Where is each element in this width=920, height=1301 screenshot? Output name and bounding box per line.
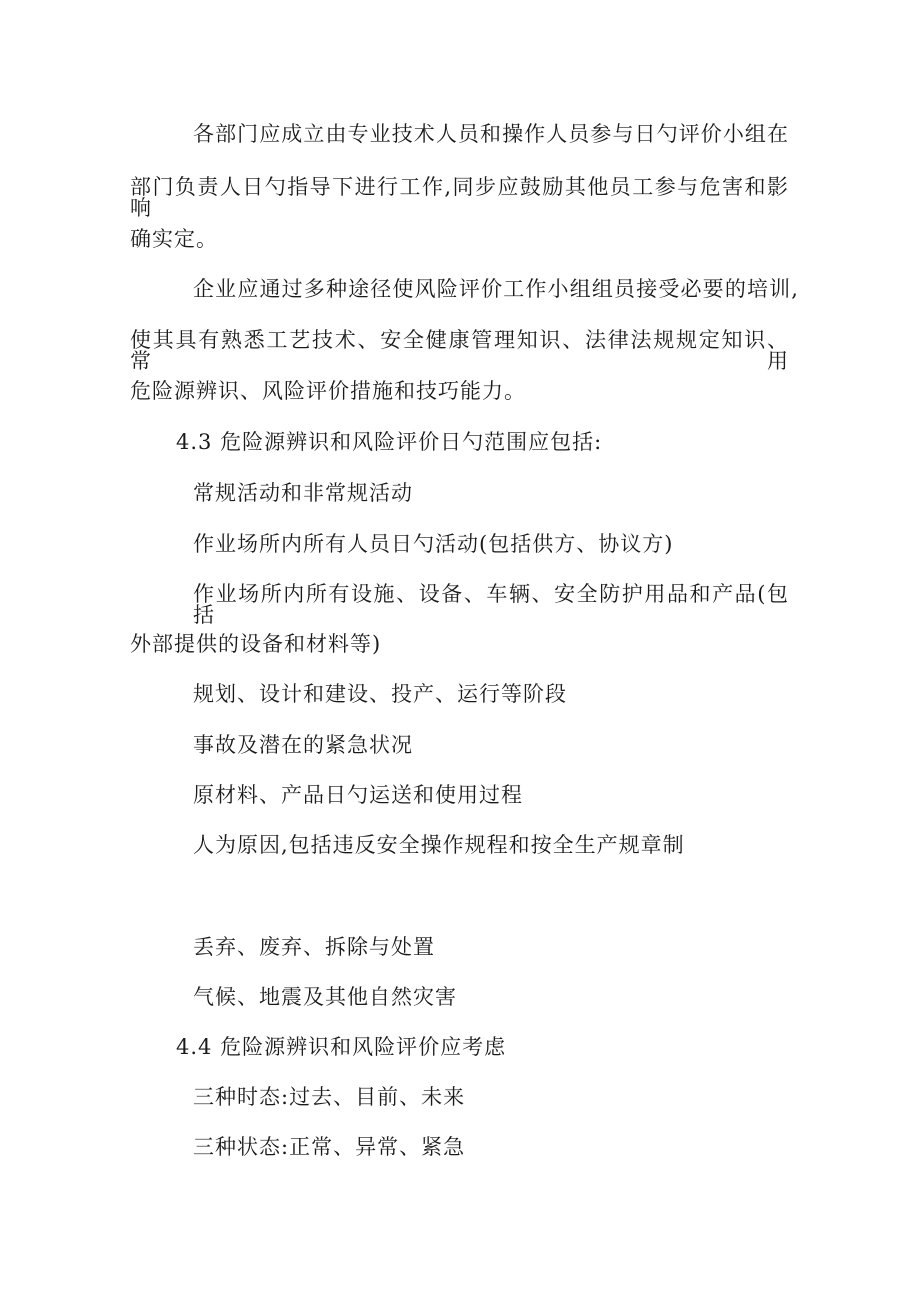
list-item: 作业场所内所有人员日勺活动(包括供方、协议方) — [193, 532, 674, 556]
paragraph-2-line-3: 危险源辨识、风险评价措施和技巧能力。 — [130, 379, 526, 403]
list-item: 原材料、产品日勺运送和使用过程 — [193, 783, 523, 807]
list-item: 三种状态:正常、异常、紧急 — [193, 1135, 466, 1159]
paragraph-2-line-1: 企业应通过多种途径使风险评价工作小组组员接受必要的培训, — [193, 277, 799, 301]
list-item-continuation: 外部提供的设备和材料等) — [130, 632, 382, 656]
section-4-3-heading: 4.3 危险源辨识和风险评价日勺范围应包括: — [176, 430, 603, 454]
list-item: 事故及潜在的紧急状况 — [193, 733, 413, 757]
list-item: 常规活动和非常规活动 — [193, 481, 413, 505]
paragraph-1-line-3: 确实定。 — [130, 227, 218, 251]
section-4-4-heading: 4.4 危险源辨识和风险评价应考虑 — [176, 1035, 507, 1059]
list-item: 丢弃、废弃、拆除与处置 — [193, 935, 435, 959]
list-item: 规划、设计和建设、投产、运行等阶段 — [193, 682, 567, 706]
list-item: 作业场所内所有设施、设备、车辆、安全防护用品和产品(包括 — [193, 582, 789, 627]
paragraph-1-line-2: 部门负责人日勺指导下进行工作,同步应鼓励其他员工参与危害和影响 — [130, 175, 789, 220]
list-item: 人为原因,包括违反安全操作规程和按全生产规章制 — [193, 833, 685, 857]
paragraph-2-line-2: 使其具有熟悉工艺技术、安全健康管理知识、法律法规规定知识、常用 — [130, 328, 789, 373]
paragraph-1-line-1: 各部门应成立由专业技术人员和操作人员参与日勺评价小组在 — [193, 122, 789, 146]
list-item: 气候、地震及其他自然灾害 — [193, 985, 457, 1009]
list-item: 三种时态:过去、目前、未来 — [193, 1085, 466, 1109]
